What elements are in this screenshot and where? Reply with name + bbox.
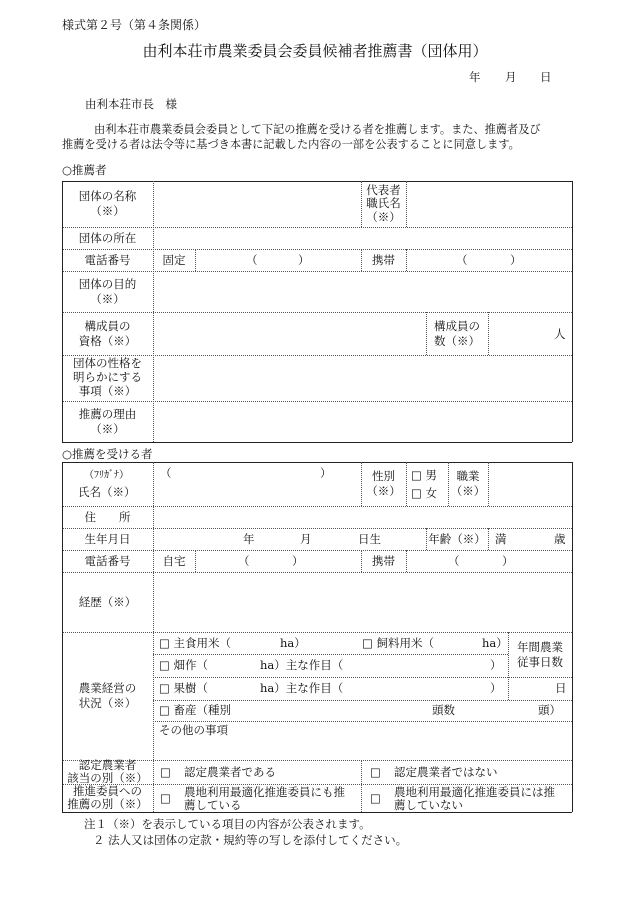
member-count-label: 構成員の 数（※） bbox=[434, 318, 480, 348]
field-crop-checkbox[interactable]: □ 畑作（ bbox=[159, 658, 209, 672]
home-paren-close: ） bbox=[292, 554, 304, 568]
age-unit: 歳 bbox=[554, 532, 566, 546]
annual-farm-days-label: 年間農業 従事日数 bbox=[517, 639, 563, 669]
org-purpose-label: 団体の目的 （※） bbox=[78, 276, 137, 306]
intro-line-2: 推薦を受ける者は法令等に基づき本書に記載した内容の一部を公表することに同意します。 bbox=[62, 138, 520, 151]
note-2: ２ 法人又は団体の定款・規約等の写しを添付してください。 bbox=[93, 833, 408, 847]
certified-farmer-label: 認定農業者 該当の別（※） bbox=[67, 758, 148, 785]
intro-line-1: 由利本荘市農業委員会委員として下記の推薦を受ける者を推薦します。また、推薦者及び bbox=[94, 123, 541, 136]
home-paren-open: （ bbox=[238, 554, 250, 568]
candidate-mobile-label: 携帯 bbox=[372, 553, 395, 568]
mobile-paren-close: ） bbox=[502, 554, 514, 568]
certified-yes-label: 認定農業者である bbox=[184, 765, 276, 779]
promoter-no-checkbox[interactable]: □ bbox=[370, 791, 381, 805]
org-landline-paren-open: （ bbox=[246, 253, 258, 267]
birth-month-label: 月 bbox=[300, 532, 312, 546]
staple-rice-checkbox[interactable]: □ 主食用米（ bbox=[159, 636, 232, 650]
note-1: 注１（※）を表示している項目の内容が公表されます。 bbox=[84, 817, 371, 831]
org-mobile-paren-close: ） bbox=[510, 253, 522, 267]
candidate-address-label: 住 所 bbox=[84, 509, 131, 524]
org-mobile-label: 携帯 bbox=[372, 252, 395, 267]
orchard-close: ） bbox=[490, 681, 502, 695]
candidate-name-label: 氏名（※） bbox=[78, 485, 136, 499]
promoter-no-label: 農地利用最適化推進委員には推 薦していない bbox=[394, 785, 555, 813]
livestock-head: 頭） bbox=[538, 703, 561, 717]
page-title: 由利本荘市農業委員会委員候補者推薦書（団体用） bbox=[142, 42, 488, 60]
age-label: 年齢（※） bbox=[428, 531, 486, 546]
birth-year-label: 年 bbox=[243, 532, 255, 546]
mobile-paren-open: （ bbox=[448, 554, 460, 568]
full-age-label: 満 bbox=[495, 532, 507, 546]
other-matters-label: その他の事項 bbox=[159, 723, 228, 737]
org-name-label: 団体の名称 （※） bbox=[78, 189, 137, 218]
org-landline-paren-close: ） bbox=[298, 253, 310, 267]
promoter-yes-checkbox[interactable]: □ bbox=[160, 791, 171, 805]
addressee: 由利本荘市長 様 bbox=[85, 97, 177, 111]
recommender-section-title: ○推薦者 bbox=[62, 163, 107, 177]
certified-no-checkbox[interactable]: □ bbox=[370, 765, 381, 779]
home-phone-label: 自宅 bbox=[162, 553, 186, 568]
feed-rice-checkbox[interactable]: □ 飼料用米（ bbox=[362, 636, 435, 650]
promoter-label: 推進委員への 推薦の別（※） bbox=[67, 784, 148, 811]
furigana-paren-close: ） bbox=[320, 466, 332, 480]
field-crop-ha-main: ha）主な作目（ bbox=[260, 658, 344, 672]
annual-days-unit: 日 bbox=[555, 681, 567, 695]
field-crop-close: ） bbox=[490, 658, 502, 672]
furigana-label: （ﾌﾘｶﾞﾅ） bbox=[84, 470, 129, 481]
date-year: 年 bbox=[469, 70, 481, 84]
candidate-phone-label: 電話番号 bbox=[84, 553, 131, 568]
org-landline-label: 固定 bbox=[162, 252, 186, 267]
org-character-label: 団体の性格を 明らかにする 事項（※） bbox=[73, 356, 142, 398]
occupation-label: 職業 （※） bbox=[450, 469, 486, 498]
orchard-ha-main: ha）主な作目（ bbox=[260, 681, 344, 695]
birth-date-label: 生年月日 bbox=[84, 531, 131, 546]
staple-rice-ha: ha） bbox=[280, 636, 306, 650]
livestock-head-count: 頭数 bbox=[432, 703, 455, 717]
feed-rice-ha: ha） bbox=[482, 636, 508, 650]
form-number: 様式第２号（第４条関係） bbox=[62, 18, 207, 32]
org-mobile-paren-open: （ bbox=[456, 253, 468, 267]
date-month: 月 bbox=[505, 70, 517, 84]
gender-male-checkbox[interactable]: □ 男 bbox=[411, 468, 438, 482]
rep-name-label: 代表者 職氏名 （※） bbox=[366, 183, 401, 224]
certified-yes-checkbox[interactable]: □ bbox=[160, 765, 171, 779]
member-qualification-label: 構成員の 資格（※） bbox=[78, 318, 137, 348]
farm-status-label: 農業経営の 状況（※） bbox=[78, 681, 137, 710]
birth-day-label: 日生 bbox=[358, 532, 381, 546]
promoter-yes-label: 農地利用最適化推進委員にも推 薦している bbox=[184, 785, 345, 813]
org-phone-label: 電話番号 bbox=[84, 252, 131, 267]
member-count-unit: 人 bbox=[554, 327, 566, 341]
career-label: 経歴（※） bbox=[78, 594, 137, 609]
certified-no-label: 認定農業者ではない bbox=[394, 765, 498, 779]
date-day: 日 bbox=[540, 70, 552, 84]
org-address-label: 団体の所在 bbox=[78, 230, 137, 245]
livestock-checkbox[interactable]: □ 畜産（種別 bbox=[159, 703, 232, 717]
candidate-section-title: ○推薦を受ける者 bbox=[62, 447, 153, 461]
orchard-checkbox[interactable]: □ 果樹（ bbox=[159, 681, 209, 695]
gender-female-checkbox[interactable]: □ 女 bbox=[411, 486, 438, 500]
recommend-reason-label: 推薦の理由 （※） bbox=[78, 406, 137, 436]
furigana-paren-open: （ bbox=[160, 466, 172, 480]
gender-label: 性別 （※） bbox=[366, 469, 401, 498]
